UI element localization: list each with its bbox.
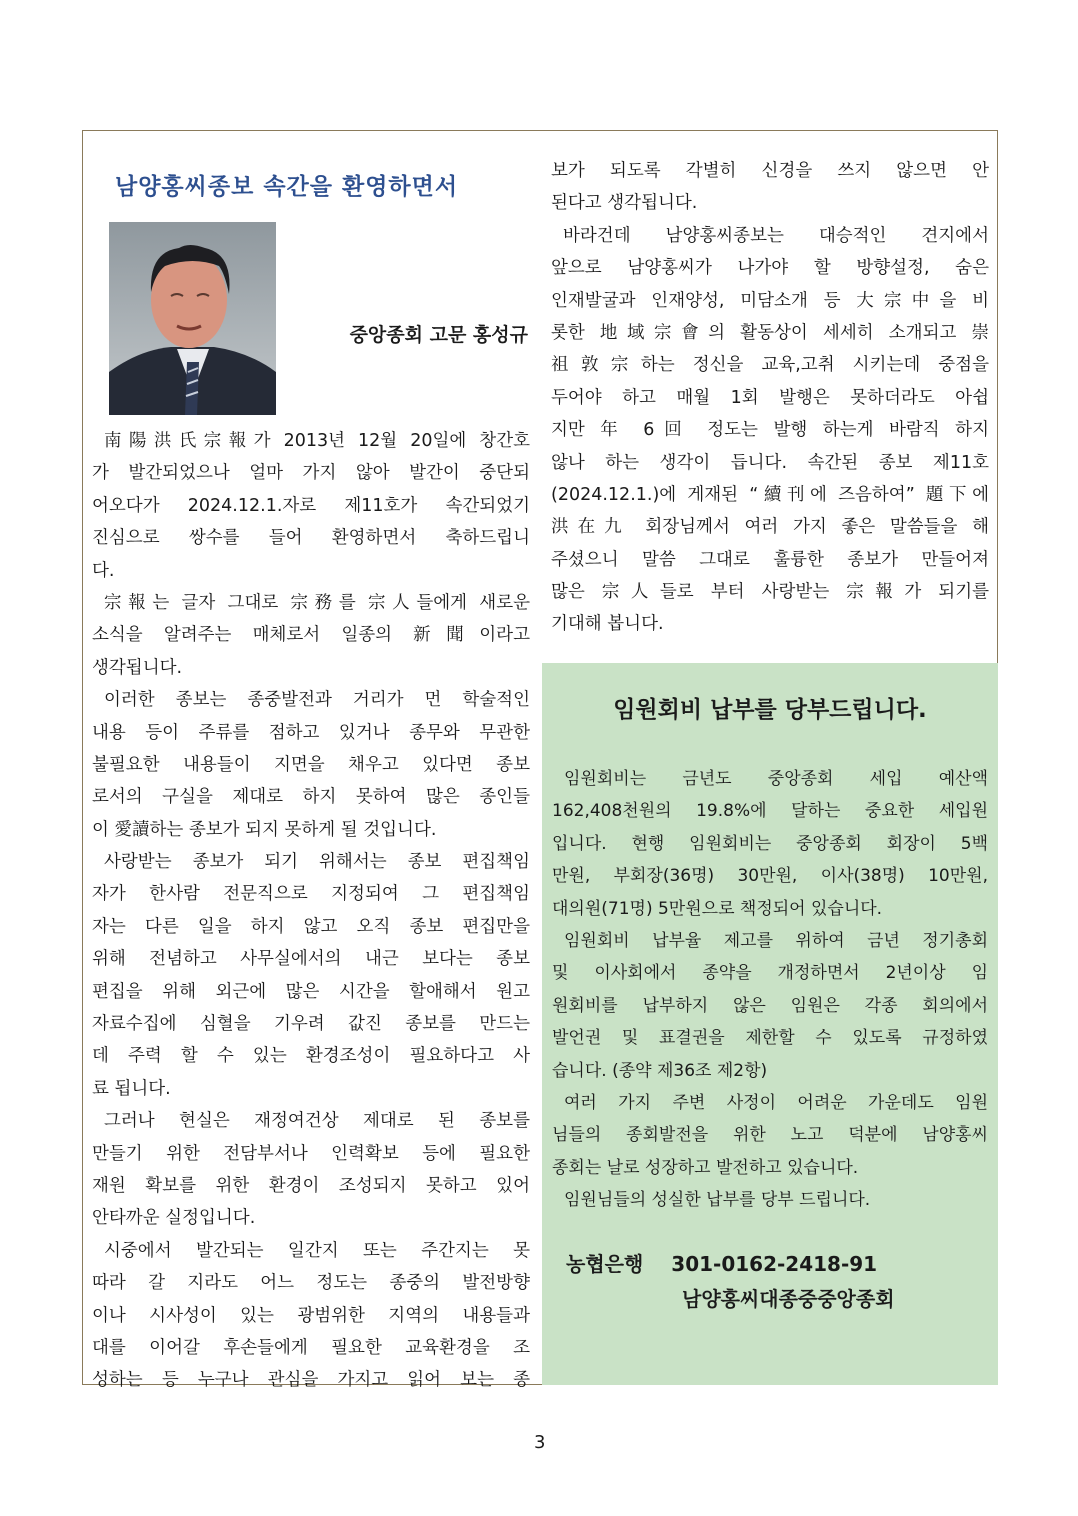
text-line: 대를 이어갈 후손들에게 필요한 교육환경을 조 (92, 1337, 530, 1358)
text-line: 앞으로 남양홍씨가 나가야 할 방향설정, 숨은 (551, 258, 989, 279)
notice-box (542, 663, 998, 1385)
text-line: 생각됩니다. (92, 657, 183, 678)
text-line: 롯한 地域宗會의 활동상이 세세히 소개되고 崇 (551, 322, 989, 343)
notice-title: 임원회비 납부를 당부드립니다. (613, 697, 927, 723)
account-number: 301-0162-2418-91 (671, 1252, 878, 1276)
text-line: 南陽洪氏宗報가 2013년 12월 20일에 창간호 (104, 431, 530, 451)
text-line: 여러 가지 주변 사정이 어려운 가운데도 임원 (564, 1092, 988, 1113)
text-line: 宗報는 글자 그대로 宗務를 宗人들에게 새로운 (104, 592, 530, 613)
text-line: 않나 하는 생각이 듭니다. 속간된 종보 제11호 (551, 452, 989, 473)
account-holder: 남양홍씨대종중중앙종회 (682, 1287, 895, 1311)
text-line: 그러나 현실은 재정여건상 제대로 된 종보를 (104, 1111, 530, 1132)
notice-body (552, 763, 988, 1216)
text-line: 원회비를 납부하지 않은 임원은 각종 회의에서 (552, 995, 988, 1016)
text-line: 시중에서 발간되는 일간지 또는 주간지는 못 (104, 1240, 530, 1261)
text-line: 된다고 생각됩니다. (551, 193, 698, 214)
text-line: 성하는 등 누구나 관심을 가지고 읽어 보는 종 (92, 1370, 530, 1391)
text-line: 및 이사회에서 종약을 개정하면서 2년이상 임 (552, 963, 988, 984)
bank-name: 농협은행 (566, 1252, 644, 1276)
portrait-image (109, 222, 276, 415)
text-line: 료 됩니다. (92, 1078, 171, 1099)
text-line: 종회는 날로 성장하고 발전하고 있습니다. (552, 1157, 859, 1178)
text-line: 많은 宗人들로 부터 사랑받는 宗報가 되기를 (551, 582, 989, 603)
author-photo (109, 222, 276, 415)
text-line: 이 愛讀하는 종보가 되지 못하게 될 것입니다. (92, 819, 437, 840)
text-line: 재원 확보를 위한 환경이 조성되지 못하고 있어 (92, 1175, 530, 1196)
text-line: 바라건데 남양홍씨종보는 대승적인 견지에서 (563, 225, 989, 246)
text-line: 두어야 하고 매월 1회 발행은 못하더라도 아쉽 (551, 387, 989, 408)
text-line: 지만 年 6回 정도는 발행 하는게 바람직 하지 (551, 420, 989, 441)
text-line: 보가 되도록 각별히 신경을 쓰지 않으면 안 (551, 161, 989, 181)
text-line: 祖敦宗하는 정신을 교육,고취 시키는데 중점을 (551, 355, 989, 376)
text-line: 님들의 종회발전을 위한 노고 덕분에 남양홍씨 (552, 1125, 988, 1146)
text-line: 임원회비 납부율 제고를 위하여 금년 정기총회 (564, 930, 988, 951)
text-line: 어오다가 2024.12.1.자로 제11호가 속간되었기 (92, 495, 530, 516)
text-line: 자료수집에 심혈을 기우려 값진 종보를 만드는 (92, 1014, 530, 1035)
text-line: 만원, 부회장(36명) 30만원, 이사(38명) 10만원, (552, 866, 988, 887)
text-line: 인재발굴과 인재양성, 미담소개 등 大宗中을 비 (551, 290, 989, 311)
text-line: 따라 갈 지라도 어느 정도는 종중의 발전방향 (92, 1273, 530, 1294)
text-line: 습니다. (종약 제36조 제2항) (552, 1060, 768, 1081)
article-title: 남양홍씨종보 속간을 환영하면서 (115, 174, 459, 200)
text-line: (2024.12.1.)에 게재된 “續刊에 즈음하여” 題下에 (551, 484, 989, 505)
text-line: 이나 시사성이 있는 광범위한 지역의 내용들과 (92, 1305, 530, 1326)
text-line: 임원회비는 금년도 중앙종회 세입 예산액 (564, 769, 988, 789)
bank-info (566, 1248, 877, 1277)
text-line: 만들기 위한 전담부서나 인력확보 등에 필요한 (92, 1143, 530, 1164)
author-byline: 중앙종회 고문 홍성규 (349, 324, 528, 346)
text-line: 발언권 및 표결권을 제한할 수 있도록 규정하였 (552, 1028, 988, 1049)
text-line: 사랑받는 종보가 되기 위해서는 종보 편집책임 (104, 852, 530, 873)
text-line: 주셨으니 말씀 그대로 훌륭한 종보가 만들어져 (551, 549, 989, 570)
text-line: 위해 전념하고 사무실에서의 내근 보다는 종보 (92, 949, 530, 970)
text-line: 편집을 위해 외근에 많은 시간을 할애해서 원고 (92, 981, 530, 1002)
text-line: 洪在九 회장님께서 여러 가지 좋은 말씀들을 해 (551, 517, 989, 538)
text-line: 로서의 구실을 제대로 하지 못하여 많은 종인들 (92, 787, 530, 808)
text-line: 자가 한사람 전문직으로 지정되여 그 편집책임 (92, 884, 530, 905)
text-line: 이러한 종보는 종중발전과 거리가 먼 학술적인 (104, 690, 530, 711)
text-line: 대의원(71명) 5만원으로 책정되어 있습니다. (552, 898, 883, 919)
text-line: 안타까운 실정입니다. (92, 1208, 256, 1229)
article-body-left (92, 425, 530, 1397)
article-body-right (551, 155, 989, 641)
text-line: 데 주력 할 수 있는 환경조성이 필요하다고 사 (92, 1046, 530, 1067)
text-line: 소식을 알려주는 매체로서 일종의 新聞이라고 (92, 625, 530, 646)
text-line: 다. (92, 560, 115, 581)
text-line: 가 발간되었으나 얼마 가지 않아 발간이 중단되 (92, 463, 530, 484)
text-line: 임원님들의 성실한 납부를 당부 드립니다. (564, 1190, 871, 1211)
text-line: 내용 등이 주류를 점하고 있거나 종무와 무관한 (92, 722, 530, 743)
text-line: 기대해 봅니다. (551, 614, 664, 635)
text-line: 입니다. 현행 임원회비는 중앙종회 회장이 5백 (552, 833, 988, 854)
text-line: 자는 다른 일을 하지 않고 오직 종보 편집만을 (92, 916, 530, 937)
page-number: 3 (534, 1432, 546, 1453)
text-line: 불필요한 내용들이 지면을 채우고 있다면 종보 (92, 754, 530, 775)
text-line: 진심으로 쌍수를 들어 환영하면서 축하드립니 (92, 528, 530, 549)
text-line: 162,408천원의 19.8%에 달하는 중요한 세입원 (552, 801, 988, 822)
